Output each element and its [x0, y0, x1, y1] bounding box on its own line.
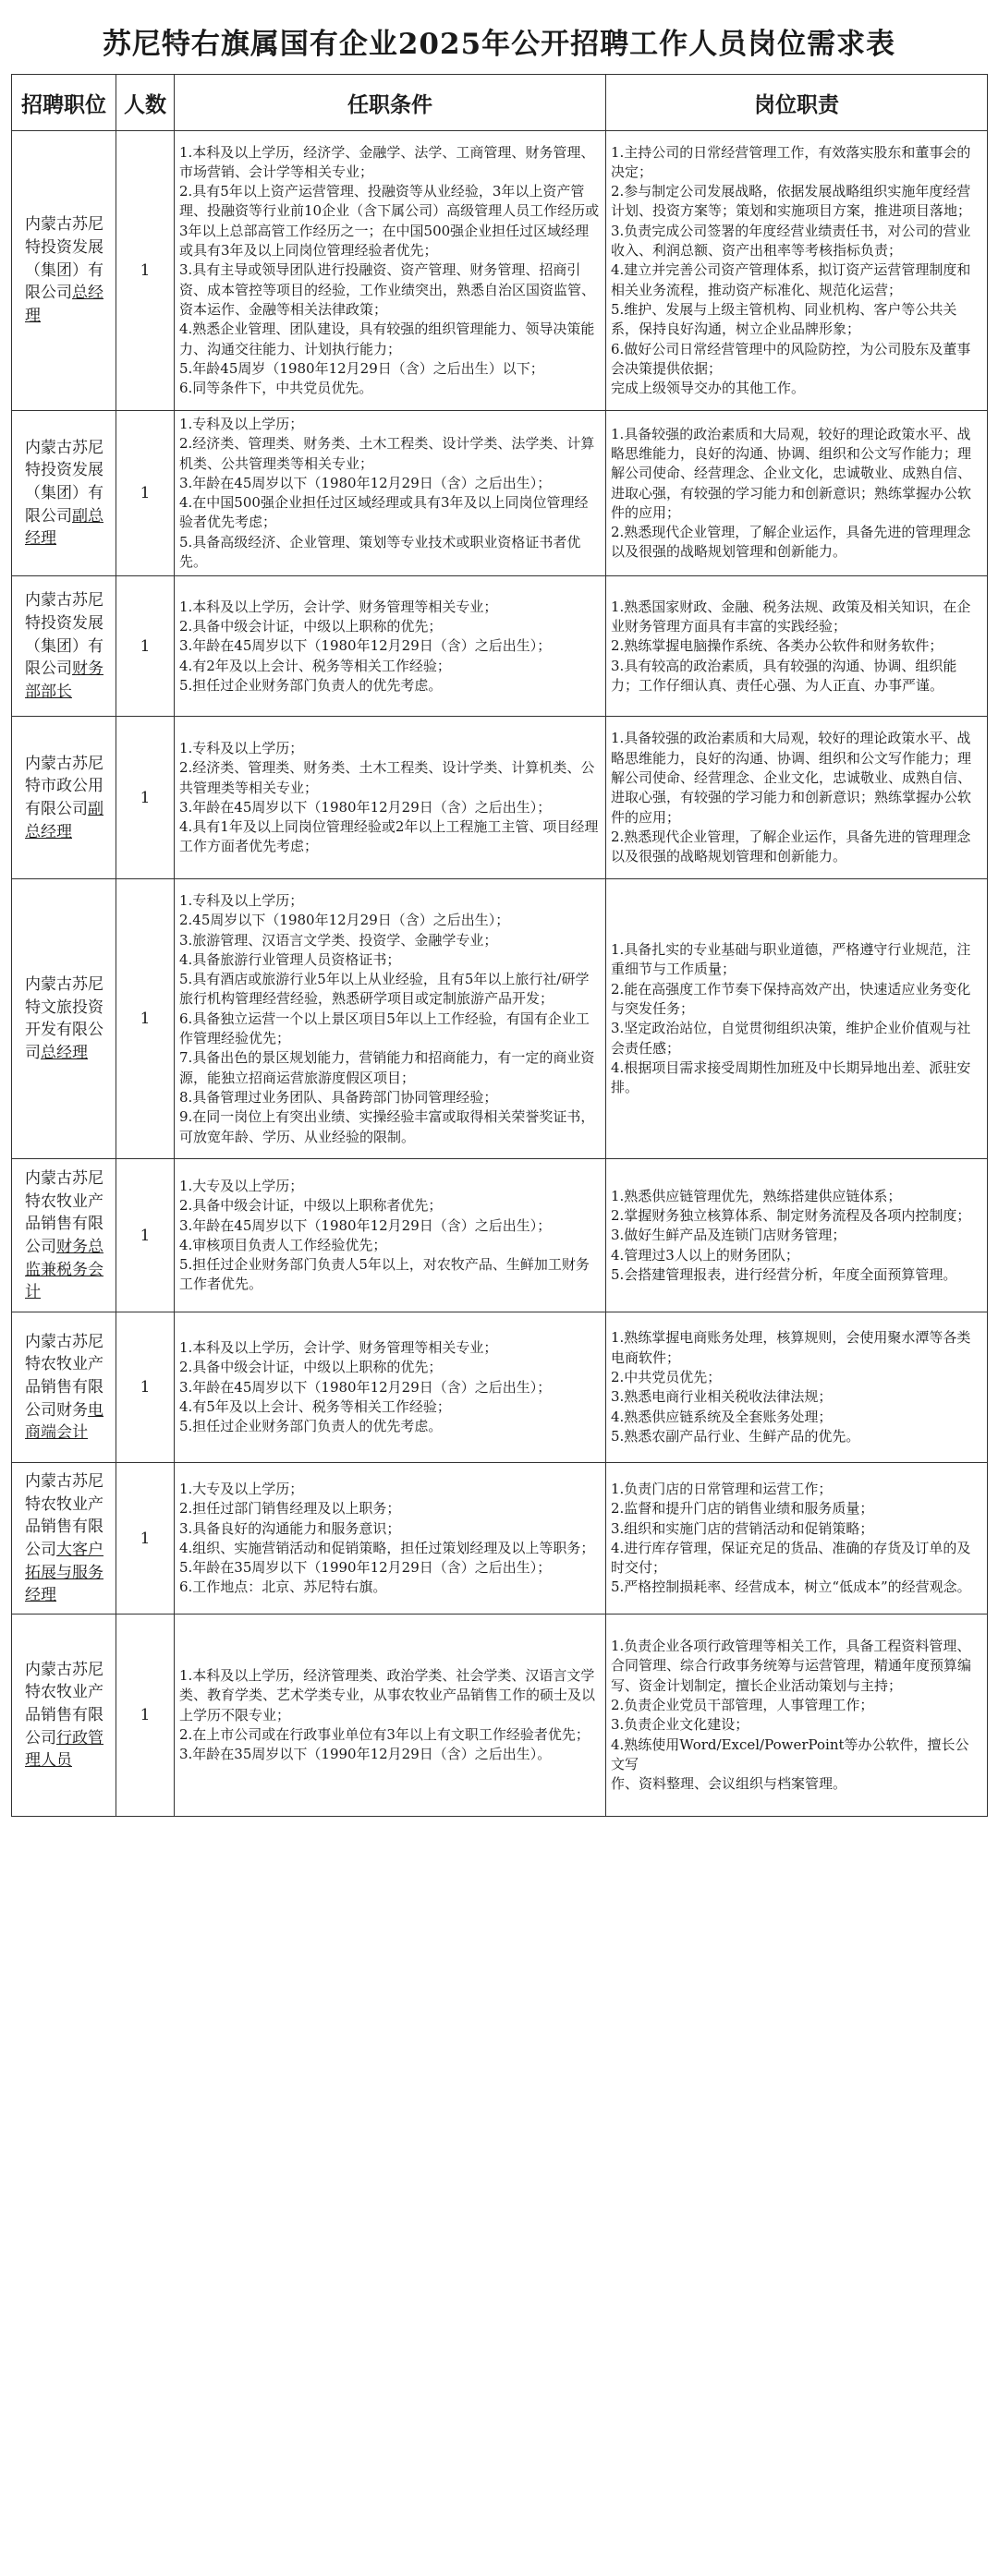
count-cell: 1 — [116, 411, 175, 576]
table-row — [12, 1463, 988, 1615]
requirement-item: 5.年龄45周岁（1980年12月29日（含）之后出生）以下； — [179, 359, 544, 377]
requirement-item: 2.具备中级会计证，中级以上职称的优先； — [179, 1359, 443, 1376]
position-cell — [12, 717, 116, 879]
count-cell: 1 — [116, 1159, 175, 1312]
position-title: 电商端会计 — [25, 1400, 103, 1443]
requirement-item: 8.具备管理过业务团队、具备跨部门协同管理经验； — [179, 1088, 498, 1106]
duty-item: 3.坚定政治站位，自觉贯彻组织决策，维护企业价值观与社会责任感； — [611, 1020, 971, 1057]
position-cell — [12, 131, 116, 411]
position-title: 财务总监兼税务会计 — [25, 1237, 103, 1302]
duties-cell — [606, 717, 988, 879]
requirement-item: 4.审核项目负责人工作经验优先； — [179, 1236, 387, 1253]
duty-item: 2.熟悉现代企业管理，了解企业运作，具备先进的管理理念以及很强的战略规划管理和创新能力。 — [611, 828, 971, 865]
requirement-item: 5.担任过企业财务部门负责人的优先考虑。 — [179, 676, 443, 694]
requirement-item: 3.具有主导或领导团队进行投融资、资产管理、财务管理、招商引资、成本管控等项目的经验，工作业绩突出，熟悉自治区国资监管、资本运作、金融等相关法律政策； — [179, 261, 596, 318]
duty-item: 2.参与制定公司发展战略，依据发展战略组织实施年度经营计划、投资方案等；策划和实施项目方案，推进项目落地； — [611, 183, 972, 220]
position-title: 副总经理 — [25, 506, 103, 549]
position-cell — [12, 1159, 116, 1312]
position-title: 总经理 — [25, 284, 103, 325]
table-row — [12, 131, 988, 411]
requirement-item: 2.经济类、管理类、财务类、土木工程类、设计学类、法学类、计算机类、公共管理类等相关专业； — [179, 435, 595, 472]
position-title: 财务部部长 — [25, 659, 103, 701]
requirement-item: 7.具备出色的景区规划能力，营销能力和招商能力，有一定的商业资源，能独立招商运营旅游度假区项目； — [179, 1049, 595, 1086]
duties-cell — [606, 1312, 988, 1463]
duty-item: 4.熟练使用Word/Excel/PowerPoint等办公软件，擅长公文写 — [611, 1735, 969, 1772]
requirement-item: 5.年龄在35周岁以下（1990年12月29日（含）之后出生）； — [179, 1559, 552, 1577]
requirement-item: 4.具有1年及以上同岗位管理经验或2年以上工程施工主管、项目经理工作方面者优先考虑； — [179, 818, 599, 855]
duty-item: 4.管理过3人以上的财务团队； — [611, 1246, 799, 1264]
position-cell — [12, 1312, 116, 1463]
requirement-item: 1.大专及以上学历； — [179, 1480, 304, 1497]
requirement-item: 3.年龄在35周岁以下（1990年12月29日（含）之后出生）。 — [179, 1746, 552, 1763]
duty-item: 3.负责完成公司签署的年度经营业绩责任书，对公司的营业收入、利润总额、资产出租率等考核指标负责； — [611, 222, 971, 260]
table-row — [12, 1615, 988, 1817]
duty-item: 3.组织和实施门店的营销活动和促销策略； — [611, 1519, 874, 1537]
position-org: 内蒙古苏尼特投资发展（集团）有限公司 — [25, 591, 103, 679]
requirement-item: 6.具备独立运营一个以上景区项目5年以上工作经验，有国有企业工作管理经验优先； — [179, 1010, 590, 1047]
requirement-item: 4.有2年及以上会计、税务等相关工作经验； — [179, 657, 451, 674]
job-table — [11, 74, 988, 1817]
duties-cell — [606, 411, 988, 576]
position-cell — [12, 576, 116, 717]
duty-item: 完成上级领导交办的其他工作。 — [611, 380, 806, 397]
duty-item: 3.做好生鲜产品及连锁门店财务管理； — [611, 1227, 846, 1244]
requirement-item: 5.具备高级经济、企业管理、策划等专业技术或职业资格证书者优先。 — [179, 533, 581, 571]
requirement-item: 2.具有5年以上资产运营管理、投融资等从业经验，3年以上资产管理、投融资等行业前10企业（含下属公司）高级管理人员工作经历或3年以上总部高管工作经历之一；在中国500强企业担任过区域经理或具有3年及以上同岗位管理经验者优先； — [179, 183, 600, 260]
duty-item: 4.熟悉供应链系统及全套账务处理； — [611, 1408, 833, 1425]
position-org: 内蒙古苏尼特农牧业产品销售有限公司 — [25, 1660, 103, 1748]
table-row — [12, 411, 988, 576]
duty-item: 3.负责企业文化建设； — [611, 1716, 749, 1734]
duty-item: 4.建立并完善公司资产管理体系，拟订资产运营管理制度和相关业务流程，推动资产标准化、规范化运营； — [611, 261, 971, 298]
duty-item: 1.负责门店的日常管理和运营工作； — [611, 1480, 833, 1497]
requirement-item: 1.专科及以上学历； — [179, 739, 304, 756]
count-cell: 1 — [116, 576, 175, 717]
position-org: 内蒙古苏尼特农牧业产品销售有限公司财务 — [25, 1332, 103, 1420]
requirement-item: 4.熟悉企业管理、团队建设，具有较强的组织管理能力、领导决策能力、沟通交往能力、计划执行能力； — [179, 320, 595, 357]
duty-item: 5.会搭建管理报表，进行经营分析，年度全面预算管理。 — [611, 1265, 957, 1283]
position-org: 内蒙古苏尼特农牧业产品销售有限公司 — [25, 1471, 103, 1559]
table-row — [12, 879, 988, 1159]
table-row — [12, 717, 988, 879]
duty-item: 1.具备扎实的专业基础与职业道德，严格遵守行业规范，注重细节与工作质量； — [611, 941, 971, 978]
requirement-item: 2.具备中级会计证，中级以上职称的优先； — [179, 617, 443, 635]
header-position: 招聘职位 — [12, 75, 116, 131]
position-org: 内蒙古苏尼特农牧业产品销售有限公司 — [25, 1168, 103, 1256]
table-row — [12, 1159, 988, 1312]
header-row — [12, 75, 988, 131]
requirements-cell — [175, 1159, 606, 1312]
requirement-item: 5.担任过企业财务部门负责人的优先考虑。 — [179, 1418, 443, 1435]
duty-item: 2.掌握财务独立核算体系、制定财务流程及各项内控制度； — [611, 1206, 971, 1224]
requirement-item: 3.旅游管理、汉语言文学类、投资学、金融学专业； — [179, 931, 498, 949]
count-cell: 1 — [116, 1312, 175, 1463]
duty-item: 4.根据项目需求接受周期性加班及中长期异地出差、派驻安排。 — [611, 1058, 971, 1096]
header-count: 人数 — [116, 75, 175, 131]
requirement-item: 6.同等条件下，中共党员优先。 — [179, 380, 373, 397]
duty-item: 2.能在高强度工作节奏下保持高效产出，快速适应业务变化与突发任务； — [611, 980, 971, 1018]
duties-cell — [606, 879, 988, 1159]
duties-cell — [606, 1615, 988, 1817]
requirements-cell — [175, 1615, 606, 1817]
requirement-item: 3.年龄在45周岁以下（1980年12月29日（含）之后出生）； — [179, 637, 552, 655]
requirement-item: 2.经济类、管理类、财务类、土木工程类、设计学类、计算机类、公共管理类等相关专业； — [179, 759, 595, 796]
table-row — [12, 1312, 988, 1463]
duty-item: 2.负责企业党员干部管理，人事管理工作； — [611, 1697, 874, 1714]
requirement-item: 2.45周岁以下（1980年12月29日（含）之后出生）； — [179, 912, 510, 929]
position-org: 内蒙古苏尼特投资发展（集团）有限公司 — [25, 215, 103, 303]
requirement-item: 2.具备中级会计证，中级以上职称者优先； — [179, 1197, 443, 1215]
job-table-body — [12, 131, 988, 1817]
header-requirements: 任职条件 — [175, 75, 606, 131]
duty-item: 1.具备较强的政治素质和大局观，较好的理论政策水平、战略思维能力，良好的沟通、协调、组织和公文写作能力；理解公司使命、经营理念、企业文化，忠诚敬业、成熟自信、进取心强，有较强的学习能力和创新意识；熟练掌握办公软件的应用； — [611, 425, 972, 521]
count-cell: 1 — [116, 1463, 175, 1615]
requirement-item: 1.本科及以上学历，会计学、财务管理等相关专业； — [179, 598, 498, 615]
requirements-cell — [175, 576, 606, 717]
position-cell — [12, 1463, 116, 1615]
duty-item: 2.熟练掌握电脑操作系统、各类办公软件和财务软件； — [611, 637, 943, 655]
duties-cell — [606, 1159, 988, 1312]
requirement-item: 1.专科及以上学历； — [179, 416, 304, 432]
count-cell: 1 — [116, 717, 175, 879]
duty-item: 2.中共党员优先； — [611, 1369, 722, 1386]
count-cell: 1 — [116, 131, 175, 411]
requirement-item: 4.在中国500强企业担任过区域经理或具有3年及以上同岗位管理经验者优先考虑； — [179, 494, 589, 531]
position-cell — [12, 411, 116, 576]
duty-item: 作、资料整理、会议组织与档案管理。 — [611, 1775, 847, 1793]
position-cell — [12, 1615, 116, 1817]
requirement-item: 1.本科及以上学历，会计学、财务管理等相关专业； — [179, 1339, 498, 1357]
duty-item: 3.具有较高的政治素质，具有较强的沟通、协调、组织能力；工作仔细认真、责任心强、为人正直、办事严谨。 — [611, 657, 957, 694]
duty-item: 1.熟悉国家财政、金融、税务法规、政策及相关知识，在企业财务管理方面具有丰富的实践经验； — [611, 598, 971, 635]
requirement-item: 4.具备旅游行业管理人员资格证书； — [179, 950, 401, 968]
requirement-item: 2.在上市公司或在行政事业单位有3年以上有文职工作经验者优先； — [179, 1726, 590, 1744]
requirements-cell — [175, 1463, 606, 1615]
duty-item: 1.熟练掌握电商账务处理，核算规则，会使用聚水潭等各类电商软件； — [611, 1329, 971, 1366]
table-row — [12, 576, 988, 717]
position-title: 副总经理 — [25, 799, 103, 841]
requirements-cell — [175, 1312, 606, 1463]
duties-cell — [606, 131, 988, 411]
duty-item: 5.熟悉农副产品行业、生鲜产品的优先。 — [611, 1427, 860, 1445]
requirements-cell — [175, 879, 606, 1159]
requirement-item: 4.组织、实施营销活动和促销策略，担任过策划经理及以上等职务； — [179, 1539, 595, 1556]
duties-cell — [606, 576, 988, 717]
count-cell: 1 — [116, 879, 175, 1159]
requirements-cell — [175, 411, 606, 576]
position-title: 总经理 — [41, 1044, 88, 1063]
duty-item: 6.做好公司日常经营管理中的风险防控，为公司股东及董事会决策提供依据； — [611, 340, 971, 377]
requirement-item: 3.年龄在45周岁以下（1980年12月29日（含）之后出生）； — [179, 474, 552, 491]
position-org: 内蒙古苏尼特市政公用有限公司 — [25, 754, 103, 818]
duty-item: 1.具备较强的政治素质和大局观，较好的理论政策水平、战略思维能力，良好的沟通、协调、组织和公文写作能力；理解公司使命、经营理念、企业文化，忠诚敬业、成熟自信、进取心强，有较强的学习能力和创新意识；熟练掌握办公软件的应用； — [611, 730, 972, 826]
requirement-item: 1.专科及以上学历； — [179, 891, 304, 909]
requirement-item: 1.本科及以上学历，经济学、金融学、法学、工商管理、财务管理、市场营销、会计学等相关专业； — [179, 143, 595, 180]
requirements-cell — [175, 131, 606, 411]
duty-item: 2.熟悉现代企业管理，了解企业运作，具备先进的管理理念以及很强的战略规划管理和创新能力。 — [611, 524, 971, 561]
requirement-item: 3.年龄在45周岁以下（1980年12月29日（含）之后出生）； — [179, 1216, 552, 1234]
requirement-item: 3.年龄在45周岁以下（1980年12月29日（含）之后出生）； — [179, 798, 552, 816]
requirement-item: 2.担任过部门销售经理及以上职务； — [179, 1500, 401, 1518]
requirement-item: 1.大专及以上学历； — [179, 1177, 304, 1194]
requirement-item: 5.担任过企业财务部门负责人5年以上，对农牧产品、生鲜加工财务工作者优先。 — [179, 1256, 590, 1293]
position-cell — [12, 879, 116, 1159]
requirement-item: 3.具备良好的沟通能力和服务意识； — [179, 1519, 401, 1537]
duty-item: 3.熟悉电商行业相关税收法律法规； — [611, 1388, 833, 1406]
requirement-item: 4.有5年及以上会计、税务等相关工作经验； — [179, 1398, 451, 1416]
position-title: 行政管理人员 — [25, 1728, 103, 1771]
duty-item: 1.负责企业各项行政管理等相关工作，具备工程资料管理、合同管理、综合行政事务统筹与运营管理，精通年度预算编写、资金计划制定，擅长企业活动策划与主持； — [611, 1638, 972, 1694]
page-title: 苏尼特右旗属国有企业2025年公开招聘工作人员岗位需求表 — [102, 27, 896, 61]
requirement-item: 6.工作地点：北京、苏尼特右旗。 — [179, 1578, 387, 1596]
requirement-item: 9.在同一岗位上有突出业绩、实操经验丰富或取得相关荣誉奖证书，可放宽年龄、学历、从业经验的限制。 — [179, 1108, 595, 1145]
requirement-item: 3.年龄在45周岁以下（1980年12月29日（含）之后出生）； — [179, 1378, 552, 1396]
count-cell: 1 — [116, 1615, 175, 1817]
position-title: 大客户拓展与服务经理 — [25, 1540, 103, 1605]
header-duties: 岗位职责 — [606, 75, 988, 131]
duty-item: 5.维护、发展与上级主管机构、同业机构、客户等公共关系，保持良好沟通，树立企业品牌形象； — [611, 300, 957, 338]
duty-item: 1.熟悉供应链管理优先，熟练搭建供应链体系； — [611, 1187, 902, 1204]
position-org: 内蒙古苏尼特文旅投资开发有限公司 — [25, 975, 103, 1063]
duty-item: 1.主持公司的日常经营管理工作，有效落实股东和董事会的决定； — [611, 143, 971, 180]
requirements-cell — [175, 717, 606, 879]
requirement-item: 1.本科及以上学历，经济管理类、政治学类、社会学类、汉语言文学类、教育学类、艺术学类专业，从事农牧业产品销售工作的硕士及以上学历不限专业； — [179, 1667, 596, 1723]
position-org: 内蒙古苏尼特投资发展（集团）有限公司 — [25, 438, 103, 526]
duty-item: 4.进行库存管理，保证充足的货品、准确的存货及订单的及时交付； — [611, 1539, 971, 1577]
requirement-item: 5.具有酒店或旅游行业5年以上从业经验，且有5年以上旅行社/研学旅行机构管理经营经验，熟悉研学项目或定制旅游产品开发； — [179, 971, 590, 1008]
duty-item: 2.监督和提升门店的销售业绩和服务质量； — [611, 1500, 874, 1518]
duties-cell — [606, 1463, 988, 1615]
duty-item: 5.严格控制损耗率、经营成本，树立“低成本”的经营观念。 — [611, 1578, 971, 1596]
